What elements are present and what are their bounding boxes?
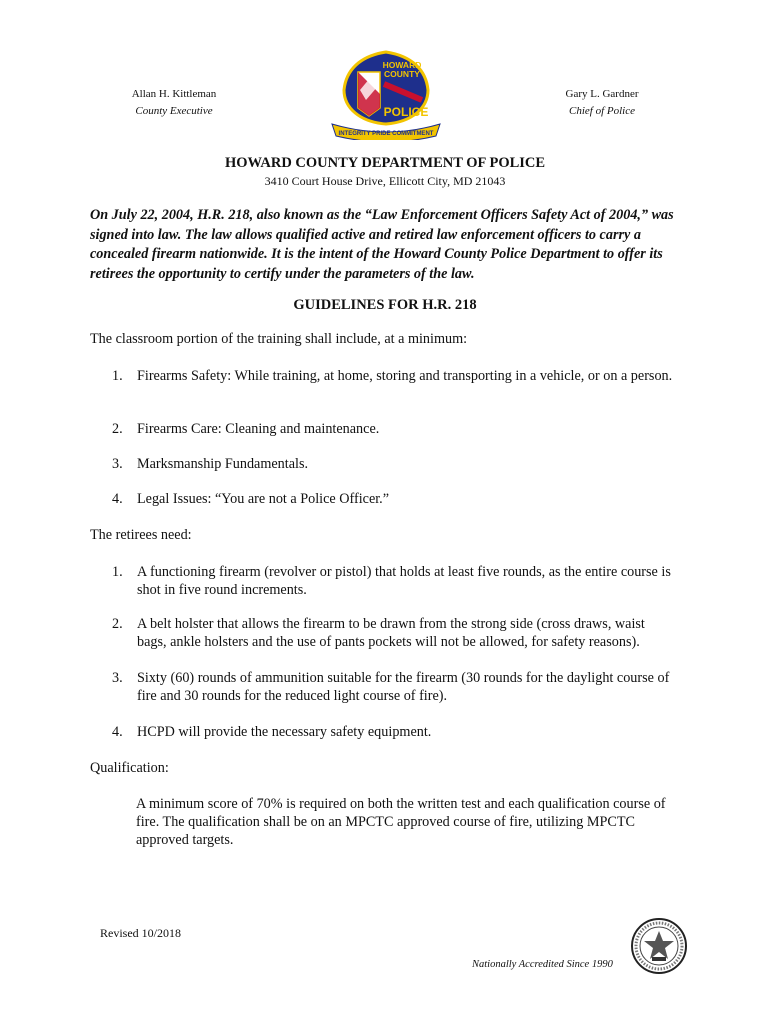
county-executive-block [94, 86, 254, 120]
list-item-number: 3. [112, 456, 123, 472]
patch-text-howard: HOWARD [382, 60, 422, 70]
list-item-number: 2. [112, 616, 123, 632]
guidelines-heading: GUIDELINES FOR H.R. 218 [293, 297, 477, 313]
patch-text-county: COUNTY [384, 69, 420, 79]
list-item-text: A belt holster that allows the firearm to be drawn from the strong side (cross draws, waist bags, ankle holsters and the use of pants pockets will not be allowed, for safety reasons). [137, 616, 645, 650]
chief-of-police-block [522, 86, 682, 120]
revision-date: Revised 10/2018 [100, 926, 181, 940]
list-item-text: HCPD will provide the necessary safety equipment. [137, 724, 432, 740]
department-name: HOWARD COUNTY DEPARTMENT OF POLICE [224, 155, 546, 171]
list-item-number: 4. [112, 491, 123, 507]
howard-county-police-patch-icon [330, 50, 442, 140]
retirees-intro: The retirees need: [90, 527, 192, 543]
list-item-number: 2. [112, 421, 123, 437]
department-address: 3410 Court House Drive, Ellicott City, MD 21043 [264, 174, 506, 188]
chief-of-police-name: Gary L. Gardner [565, 88, 639, 100]
list-item-number: 4. [112, 724, 123, 740]
list-item-number: 1. [112, 564, 123, 580]
qualification-heading: Qualification: [90, 760, 169, 776]
patch-ribbon-text: INTEGRITY PRIDE COMMITMENT [338, 131, 434, 137]
qualification-text: A minimum score of 70% is required on both the written test and each qualification course of fire. The qualification shall be on an MPCTC approved course of fire, utilizing MPCTC approved targets. [136, 796, 666, 848]
accreditation-note: Nationally Accredited Since 1990 [472, 959, 613, 970]
list-item-number: 1. [112, 368, 123, 384]
classroom-intro: The classroom portion of the training shall include, at a minimum: [90, 331, 468, 347]
list-item-text: Legal Issues: “You are not a Police Officer.” [137, 491, 390, 507]
accreditation-seal-icon [630, 917, 688, 975]
chief-of-police-title: Chief of Police [569, 105, 635, 117]
list-item-text: Marksmanship Fundamentals. [137, 456, 309, 472]
list-item-number: 3. [112, 670, 123, 686]
county-executive-name: Allan H. Kittleman [131, 88, 217, 100]
county-executive-title: County Executive [135, 105, 213, 117]
list-item-text: Firearms Safety: While training, at home, storing and transporting in a vehicle, or on a person. [137, 368, 673, 384]
list-item-text: Firearms Care: Cleaning and maintenance. [137, 421, 380, 437]
list-item-text: A functioning firearm (revolver or pistol) that holds at least five rounds, as the entire course is shot in five round increments. [137, 564, 671, 598]
list-item-text: Sixty (60) rounds of ammunition suitable for the firearm (30 rounds for the daylight course of fire and 30 rounds for the reduced light course of fire). [137, 670, 670, 704]
intro-paragraph: On July 22, 2004, H.R. 218, also known as the “Law Enforcement Officers Safety Act of 2004,” was signed into law. The law allows qualified active and retired law enforcement officers to carry a concealed firearm nationwide. It is the intent of the Howard County Police Department to offer its retirees the opportunity to certify under the parameters of the law. [90, 207, 674, 282]
patch-text-police: POLICE [383, 105, 429, 119]
